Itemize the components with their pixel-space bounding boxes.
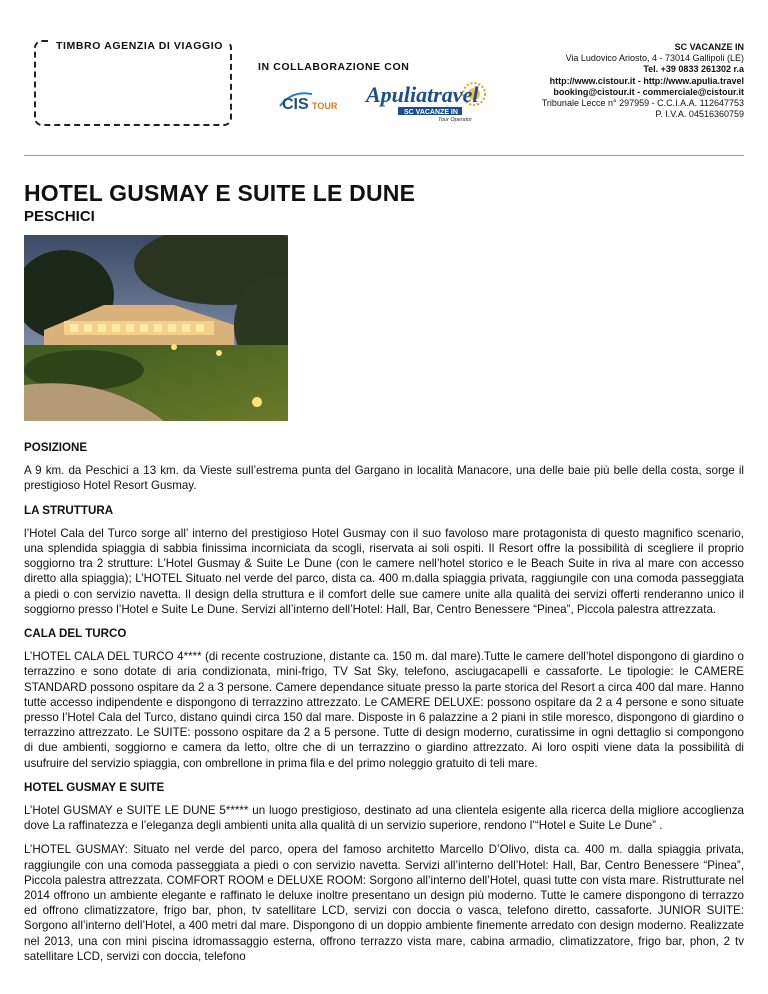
apulia-travel-logo xyxy=(364,82,485,122)
svg-text:Tour Operator: Tour Operator xyxy=(438,117,473,122)
section-paragraph: A 9 km. da Peschici a 13 km. da Vieste sull’estrema punta del Gargano in località Manacore, una delle baie più belle della costa, sorge il prestigioso Hotel Resort Gusmay. xyxy=(24,464,744,493)
svg-text:Apuliatravel: Apuliatravel xyxy=(366,82,479,107)
section-heading: HOTEL GUSMAY E SUITE xyxy=(24,780,165,794)
section-hotel-gusmay xyxy=(24,780,744,964)
section-paragraph: L’Hotel GUSMAY e SUITE LE DUNE 5***** un luogo prestigioso, destinato ad una clientela esigente alla ricerca della migliore accoglienza dove La raffinatezza e l’eleganza degli ambienti unita alla qualità di un servizio superiore, rendono l’“Hotel e Suite Le Dune” . xyxy=(24,804,744,833)
header-divider xyxy=(24,155,744,156)
agency-stamp-box xyxy=(34,40,232,126)
cistour-logo xyxy=(280,93,338,113)
agency-vat: P. I.V.A. 04516360759 xyxy=(655,109,744,120)
agency-registry: Tribunale Lecce n° 297959 - C.C.I.A.A. 112647753 xyxy=(541,98,744,109)
content xyxy=(24,440,744,973)
partner-logos xyxy=(278,76,494,122)
section-heading: CALA DEL TURCO xyxy=(24,627,127,641)
hotel-photo xyxy=(24,235,288,421)
svg-text:CIS: CIS xyxy=(282,96,309,113)
agency-address: Via Ludovico Ariosto, 4 - 73014 Gallipoli (LE) xyxy=(565,53,744,64)
page-title: HOTEL GUSMAY E SUITE LE DUNE xyxy=(24,180,416,206)
section-paragraph: l’Hotel Cala del Turco sorge all’ interno del prestigioso Hotel Gusmay con il suo favoloso mare protagonista di questo magnifico scenario, una splendida spiaggia di sabbia finissima incorniciata da scogli, riservata ai soli ospiti. Il Resort offre la possibilità di scegliere il proprio soggiorno tra 2 strutture: L’Hotel Gusmay & Suite Le Dune (con le camere nell’hotel storico e le Beach Suite in riva al mare con accesso diretto alla spiaggia); L’HOTEL Situato nel verde del parco, dista ca. 400 m.dalla spiaggia privata, raggiungile con una comoda passeggiata a piedi o con servizio navetta. Il design della struttura e il comfort delle sue camere unite alla qualità dei servizi offerti renderanno unico il soggiorno presso l’Hotel e Suite Le Dune. Servizi all’interno dell’Hotel: Hall, Bar, Centro Benessere “Pinea”, Piccola palestra attrezzata. xyxy=(24,526,744,616)
section-posizione xyxy=(24,440,744,494)
svg-text:SC VACANZE IN: SC VACANZE IN xyxy=(404,109,458,116)
agency-phone: Tel. +39 0833 261302 r.a xyxy=(643,64,744,75)
section-paragraph: L’HOTEL GUSMAY: Situato nel verde del parco, opera del famoso architetto Marcello D’Olivo, dista ca. 400 m. dalla spiaggia privata, raggiungile con una comoda passeggiata a piedi o con servizio navetta. Servizi all’interno dell’Hotel: Hall, Bar, Centro Benessere “Pinea”, Piccola palestra attrezzata. COMFORT ROOM e DELUXE ROOM: Sorgono all’interno dell’Hotel, quasi tutte con vista mare. Ristrutturate nel 2014 offrono un ambiente elegante e raffinato le deluxe inoltre presentano un design più moderno. Tutte le camere dispongono di terrazzo ed offrono climatizzatore, frigo bar, phon, tv satellitare LCD, servizi con doccia o vasca, telefono diretto, cassaforte. JUNIOR SUITE: Sorgono all’interno dell’Hotel, a 400 metri dal mare. Dispongono di un doppio ambiente finemente arredato con design moderno. Realizzate nel 2013, una con mini piscina idromassaggio esterna, offrono terrazzo vista mare, cabina armadio, climatizzatore, frigo bar, phon, 2 tv satellitare LCD, servizi con doccia, telefono xyxy=(24,843,744,963)
page-subtitle: PESCHICI xyxy=(24,208,95,225)
section-heading: POSIZIONE xyxy=(24,441,88,454)
collaboration-label: IN COLLABORAZIONE CON xyxy=(258,61,410,73)
agency-web: http://www.cistour.it - http://www.apulia.travel xyxy=(549,75,744,86)
svg-text:TOUR: TOUR xyxy=(312,101,338,111)
section-paragraph: L’HOTEL CALA DEL TURCO 4**** (di recente costruzione, distante ca. 150 m. dal mare).Tutte le camere dell’hotel dispongono di giardino o terrazzino e sono dotate di aria condizionata, mini-frigo, TV Sat Sky, telefono, asciugacapelli e cassaforte. Le tipologie: le CAMERE STANDARD possono ospitare da 2 a 3 persone. Camere dependance situate presso la parte storica del Resort a circa 400 dal mare. Hanno tutte accesso indipendente e dispongono di terrazzino attrezzato. Le CAMERE DELUXE: possono ospitare da 2 a 4 persone e sono situate presso l’Hotel Cala del Turco, distano quindi circa 150 dal mare. Disposte in 6 palazzine a 2 piani in stile moresco, dispongono di giardino o terrazzino attrezzato. Le SUITE: possono ospitare da 2 a 5 persone. Tutte di design moderno, curatissime in ogni dettaglio si compongono di due ambienti, soggiorno e camera da letto, oltre che di un terrazzino o giardino attrezzato. Ai loro ospiti viene data la possibilità di usufruire del servizio spiaggia, con ombrellone in prima fila e del primo noleggio gratuito di teli mare. xyxy=(24,650,744,770)
section-struttura xyxy=(24,503,744,617)
section-heading: LA STRUTTURA xyxy=(24,503,114,517)
agency-emails: booking@cistour.it - commerciale@cistour.it xyxy=(553,86,744,97)
agency-name: SC VACANZE IN xyxy=(674,42,744,52)
agency-info xyxy=(542,42,744,120)
section-cala-del-turco xyxy=(24,626,744,771)
stamp-label: TIMBRO AGENZIA DI VIAGGIO xyxy=(50,40,229,52)
